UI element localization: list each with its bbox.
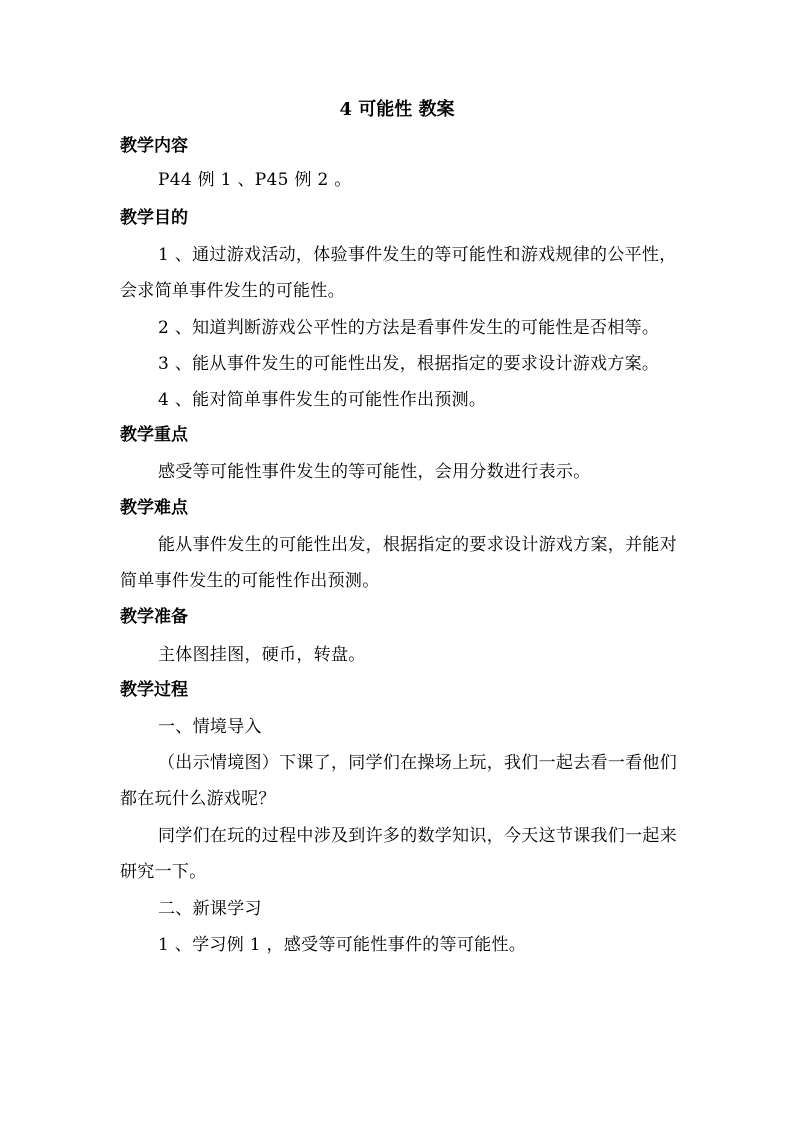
process-paragraph-1: （出示情境图）下课了，同学们在操场上玩，我们一起去看一看他们都在玩什么游戏呢？ xyxy=(120,753,677,809)
heading-key-points: 教学重点 xyxy=(120,425,188,445)
heading-difficulties: 教学难点 xyxy=(120,498,188,518)
heading-preparation: 教学准备 xyxy=(120,607,188,627)
process-step-1: 一、情境导入 xyxy=(158,717,262,737)
objective-item-4: 4 、能对简单事件发生的可能性作出预测。 xyxy=(158,390,487,410)
heading-objectives: 教学目的 xyxy=(120,208,188,228)
heading-process: 教学过程 xyxy=(120,680,188,700)
heading-content: 教学内容 xyxy=(120,136,188,156)
process-step-2: 二、新课学习 xyxy=(158,899,262,919)
preparation-text: 主体图挂图，硬币，转盘。 xyxy=(158,645,366,665)
document-title: 4 可能性 教案 xyxy=(339,99,455,120)
content-text: P44 例 1 、P45 例 2 。 xyxy=(158,170,352,190)
key-points-text: 感受等可能性事件发生的等可能性，会用分数进行表示。 xyxy=(158,462,591,482)
objective-item-3: 3 、能从事件发生的可能性出发，根据指定的要求设计游戏方案。 xyxy=(158,354,660,374)
objective-item-2: 2 、知道判断游戏公平性的方法是看事件发生的可能性是否相等。 xyxy=(158,318,660,338)
difficulties-text: 能从事件发生的可能性出发，根据指定的要求设计游戏方案，并能对简单事件发生的可能性作出预测。 xyxy=(120,535,677,591)
process-paragraph-2: 同学们在玩的过程中涉及到许多的数学知识，今天这节课我们一起来研究一下。 xyxy=(120,826,677,882)
objective-item-1: 1 、通过游戏活动，体验事件发生的等可能性和游戏规律的公平性，会求简单事件发生的可能性。 xyxy=(120,245,677,301)
process-paragraph-3: 1 、学习例 1 ，感受等可能性事件的等可能性。 xyxy=(158,935,527,955)
